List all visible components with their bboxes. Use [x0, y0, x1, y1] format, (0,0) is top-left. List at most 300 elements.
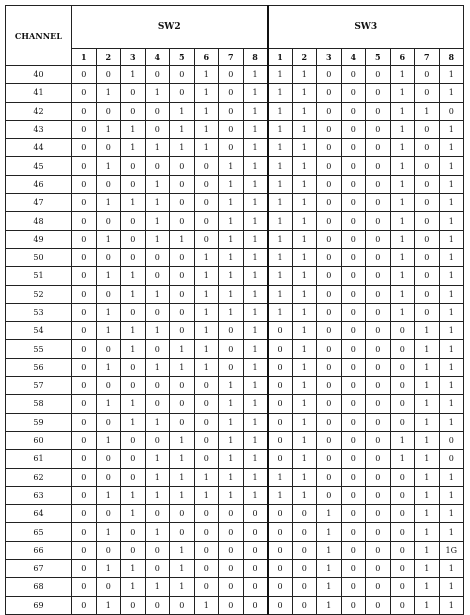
sw2-switch-cell: 0 — [72, 194, 97, 212]
sw2-switch-cell: 1 — [243, 212, 268, 230]
sw2-switch-cell: 1 — [219, 377, 244, 395]
table-row — [6, 395, 464, 413]
sw3-switch-cell: 1 — [415, 541, 440, 559]
sw2-switch-cell: 0 — [96, 212, 121, 230]
table-row — [6, 194, 464, 212]
table-row — [6, 377, 464, 395]
sw2-switch-cell: 0 — [170, 322, 195, 340]
sw2-switch-cell: 0 — [72, 139, 97, 157]
sw2-switch-cell: 0 — [121, 212, 146, 230]
sw3-switch-cell: 0 — [390, 468, 415, 486]
sw3-switch-cell: 0 — [317, 358, 342, 376]
sw3-switch-cell: 0 — [268, 578, 293, 596]
sw2-switch-cell: 1 — [243, 248, 268, 266]
sw3-switch-cell: 0 — [341, 102, 366, 120]
channel-cell: 53 — [6, 303, 72, 321]
sw3-switch-cell: 1 — [268, 303, 293, 321]
sw3-switch-cell: 0 — [341, 66, 366, 84]
sw3-switch-cell: 0 — [390, 523, 415, 541]
sw3-switch-cell: 1 — [292, 248, 317, 266]
channel-cell: 51 — [6, 267, 72, 285]
sw2-switch-number-header: 7 — [219, 49, 244, 66]
sw2-switch-cell: 0 — [145, 248, 170, 266]
sw2-group-header: SW2 — [72, 6, 268, 49]
sw3-switch-cell: 1 — [292, 340, 317, 358]
sw2-switch-cell: 1 — [121, 120, 146, 138]
sw3-switch-cell: 0 — [317, 120, 342, 138]
sw2-switch-cell: 1 — [145, 413, 170, 431]
sw2-switch-cell: 0 — [72, 340, 97, 358]
sw2-switch-cell: 1 — [145, 578, 170, 596]
sw3-switch-cell: 0 — [415, 267, 440, 285]
sw2-switch-cell: 0 — [194, 523, 219, 541]
sw3-switch-cell: 0 — [366, 248, 391, 266]
table-row — [6, 486, 464, 504]
sw3-switch-cell: 0 — [341, 157, 366, 175]
sw3-switch-cell: 0 — [366, 450, 391, 468]
sw3-switch-cell: 0 — [317, 157, 342, 175]
sw3-switch-cell: 0 — [390, 505, 415, 523]
sw3-switch-cell: 1 — [415, 523, 440, 541]
sw3-switch-cell: 1 — [292, 377, 317, 395]
sw3-switch-cell: 1 — [415, 578, 440, 596]
channel-switch-table — [5, 5, 464, 615]
sw3-switch-cell: 0 — [390, 486, 415, 504]
sw3-switch-cell: 1 — [292, 194, 317, 212]
sw3-switch-cell: 0 — [366, 377, 391, 395]
sw2-switch-cell: 1 — [243, 340, 268, 358]
sw3-switch-cell: 0 — [268, 523, 293, 541]
sw3-switch-cell: 0 — [341, 248, 366, 266]
sw2-switch-cell: 1 — [194, 66, 219, 84]
sw2-switch-cell: 0 — [72, 358, 97, 376]
sw3-switch-number-header: 1 — [268, 49, 293, 66]
sw2-switch-cell: 0 — [243, 560, 268, 578]
sw3-switch-cell: 0 — [439, 102, 464, 120]
sw3-switch-cell: 1 — [390, 157, 415, 175]
table-row — [6, 66, 464, 84]
sw3-switch-cell: 1 — [439, 395, 464, 413]
sw2-switch-cell: 0 — [170, 596, 195, 614]
sw2-switch-cell: 0 — [170, 267, 195, 285]
sw3-switch-cell: 0 — [268, 431, 293, 449]
sw3-switch-cell: 1 — [268, 102, 293, 120]
sw2-switch-cell: 1 — [219, 285, 244, 303]
sw2-switch-cell: 1 — [96, 120, 121, 138]
sw3-switch-cell: 1 — [292, 102, 317, 120]
sw3-switch-cell: 1 — [390, 285, 415, 303]
sw2-switch-cell: 1 — [243, 84, 268, 102]
sw2-switch-cell: 1 — [96, 596, 121, 614]
sw3-switch-cell: 1 — [439, 560, 464, 578]
sw3-switch-cell: 1 — [390, 102, 415, 120]
sw3-switch-cell: 0 — [317, 395, 342, 413]
sw2-switch-cell: 0 — [219, 523, 244, 541]
sw3-switch-cell: 0 — [317, 303, 342, 321]
sw2-switch-cell: 1 — [194, 596, 219, 614]
sw3-switch-cell: 1 — [317, 523, 342, 541]
channel-cell: 69 — [6, 596, 72, 614]
sw2-switch-cell: 1 — [121, 578, 146, 596]
sw2-switch-cell: 1 — [194, 120, 219, 138]
sw2-switch-cell: 1 — [170, 578, 195, 596]
sw2-switch-cell: 0 — [170, 505, 195, 523]
sw3-switch-number-header: 5 — [366, 49, 391, 66]
sw2-switch-cell: 0 — [243, 523, 268, 541]
sw2-switch-cell: 1 — [243, 431, 268, 449]
sw2-switch-cell: 1 — [145, 194, 170, 212]
sw2-switch-cell: 0 — [194, 431, 219, 449]
sw2-switch-cell: 0 — [96, 66, 121, 84]
sw2-switch-cell: 1 — [243, 468, 268, 486]
sw2-switch-cell: 1 — [243, 486, 268, 504]
sw2-switch-cell: 0 — [121, 541, 146, 559]
channel-cell: 68 — [6, 578, 72, 596]
sw2-switch-cell: 0 — [96, 175, 121, 193]
sw2-switch-cell: 0 — [96, 578, 121, 596]
sw2-switch-cell: 0 — [194, 157, 219, 175]
sw3-switch-cell: 1 — [415, 102, 440, 120]
sw3-switch-number-header: 6 — [390, 49, 415, 66]
sw2-switch-cell: 1 — [121, 395, 146, 413]
sw2-switch-cell: 0 — [72, 120, 97, 138]
sw2-switch-cell: 1 — [170, 431, 195, 449]
sw2-switch-cell: 0 — [194, 377, 219, 395]
sw2-switch-cell: 0 — [145, 596, 170, 614]
sw3-switch-cell: 0 — [268, 541, 293, 559]
sw2-switch-cell: 0 — [219, 84, 244, 102]
sw2-switch-cell: 0 — [121, 157, 146, 175]
sw2-switch-cell: 1 — [194, 322, 219, 340]
sw2-switch-cell: 1 — [194, 84, 219, 102]
sw2-switch-cell: 1 — [194, 267, 219, 285]
sw2-switch-cell: 0 — [194, 194, 219, 212]
sw2-switch-cell: 0 — [72, 66, 97, 84]
sw2-switch-cell: 1 — [219, 212, 244, 230]
table-row — [6, 139, 464, 157]
sw2-switch-cell: 0 — [170, 248, 195, 266]
sw2-switch-cell: 0 — [72, 596, 97, 614]
sw3-switch-cell: 0 — [341, 523, 366, 541]
sw3-switch-cell: 1 — [268, 84, 293, 102]
sw2-switch-cell: 0 — [72, 413, 97, 431]
sw3-switch-cell: 1 — [415, 395, 440, 413]
sw2-switch-cell: 0 — [219, 139, 244, 157]
sw3-switch-cell: 1 — [292, 450, 317, 468]
sw2-switch-cell: 1 — [219, 248, 244, 266]
sw2-switch-cell: 1 — [170, 450, 195, 468]
sw2-switch-cell: 1 — [121, 322, 146, 340]
sw3-switch-cell: 1 — [415, 596, 440, 614]
sw3-switch-cell: 0 — [341, 212, 366, 230]
table-row — [6, 596, 464, 614]
sw2-switch-cell: 0 — [194, 212, 219, 230]
sw3-switch-cell: 1 — [439, 120, 464, 138]
sw3-switch-cell: 0 — [415, 230, 440, 248]
sw2-switch-cell: 0 — [219, 322, 244, 340]
sw2-switch-cell: 1 — [243, 285, 268, 303]
sw3-switch-cell: 0 — [390, 596, 415, 614]
sw3-switch-cell: 1 — [390, 267, 415, 285]
sw2-switch-cell: 0 — [72, 157, 97, 175]
sw2-switch-cell: 1 — [170, 230, 195, 248]
sw2-switch-cell: 0 — [194, 450, 219, 468]
channel-cell: 47 — [6, 194, 72, 212]
sw3-switch-cell: 0 — [317, 267, 342, 285]
channel-cell: 57 — [6, 377, 72, 395]
sw2-switch-cell: 0 — [145, 560, 170, 578]
sw3-switch-cell: 0 — [366, 157, 391, 175]
sw3-switch-cell: 1 — [390, 431, 415, 449]
sw3-switch-number-header: 7 — [415, 49, 440, 66]
sw3-switch-cell: 0 — [366, 194, 391, 212]
sw2-switch-cell: 0 — [121, 303, 146, 321]
sw2-switch-cell: 1 — [243, 194, 268, 212]
sw3-switch-cell: 1 — [415, 377, 440, 395]
sw2-switch-cell: 0 — [219, 596, 244, 614]
sw2-switch-cell: 0 — [121, 358, 146, 376]
sw2-switch-cell: 0 — [72, 377, 97, 395]
sw2-switch-cell: 0 — [72, 322, 97, 340]
sw3-switch-cell: 1 — [268, 267, 293, 285]
sw2-switch-cell: 1 — [121, 285, 146, 303]
sw2-switch-cell: 0 — [170, 66, 195, 84]
sw3-switch-cell: 0 — [317, 413, 342, 431]
channel-cell: 44 — [6, 139, 72, 157]
table-row — [6, 578, 464, 596]
sw3-switch-cell: 1 — [439, 596, 464, 614]
sw3-switch-cell: 0 — [341, 285, 366, 303]
sw3-switch-cell: 0 — [415, 157, 440, 175]
sw3-switch-cell: 0 — [341, 120, 366, 138]
sw3-switch-cell: 1 — [317, 560, 342, 578]
sw2-switch-cell: 1 — [243, 102, 268, 120]
sw3-switch-cell: 0 — [341, 139, 366, 157]
sw2-switch-cell: 0 — [145, 303, 170, 321]
sw2-switch-cell: 0 — [72, 230, 97, 248]
sw3-switch-cell: 0 — [341, 230, 366, 248]
sw3-switch-cell: 0 — [317, 212, 342, 230]
sw2-switch-cell: 0 — [170, 157, 195, 175]
sw2-switch-cell: 0 — [194, 175, 219, 193]
sw3-switch-cell: 1 — [292, 157, 317, 175]
sw3-switch-cell: 0 — [390, 578, 415, 596]
sw2-switch-number-header: 1 — [72, 49, 97, 66]
sw2-switch-cell: 1 — [145, 84, 170, 102]
sw2-switch-cell: 1 — [219, 175, 244, 193]
sw3-switch-cell: 0 — [341, 84, 366, 102]
sw3-switch-cell: 1 — [439, 486, 464, 504]
sw2-switch-cell: 0 — [121, 248, 146, 266]
sw3-switch-cell: 1 — [317, 541, 342, 559]
sw2-switch-cell: 1 — [145, 285, 170, 303]
sw3-switch-cell: 1 — [292, 139, 317, 157]
sw3-switch-cell: 1 — [439, 157, 464, 175]
sw2-switch-cell: 1 — [219, 395, 244, 413]
sw3-switch-cell: 0 — [317, 248, 342, 266]
channel-cell: 67 — [6, 560, 72, 578]
sw3-switch-cell: 1 — [292, 212, 317, 230]
sw2-switch-cell: 0 — [72, 541, 97, 559]
sw2-switch-cell: 1 — [96, 322, 121, 340]
sw2-switch-cell: 0 — [194, 578, 219, 596]
sw2-switch-cell: 0 — [194, 413, 219, 431]
channel-cell: 63 — [6, 486, 72, 504]
sw3-switch-number-header: 3 — [317, 49, 342, 66]
table-row — [6, 84, 464, 102]
sw3-switch-cell: 0 — [415, 84, 440, 102]
sw3-switch-cell: 1 — [390, 139, 415, 157]
sw2-switch-cell: 1 — [96, 560, 121, 578]
sw2-switch-cell: 1 — [96, 267, 121, 285]
sw2-switch-cell: 1 — [121, 139, 146, 157]
sw3-switch-cell: 1 — [439, 194, 464, 212]
sw2-switch-cell: 1 — [96, 486, 121, 504]
sw3-switch-cell: 0 — [366, 285, 391, 303]
sw3-switch-cell: 1 — [292, 486, 317, 504]
sw3-switch-cell: 1 — [317, 578, 342, 596]
sw3-switch-number-header: 4 — [341, 49, 366, 66]
table-row — [6, 541, 464, 559]
sw2-switch-cell: 1 — [96, 523, 121, 541]
sw3-switch-cell: 1 — [439, 523, 464, 541]
sw3-switch-cell: 1 — [390, 66, 415, 84]
sw3-switch-cell: 0 — [341, 377, 366, 395]
sw3-switch-cell: 0 — [390, 340, 415, 358]
sw2-switch-cell: 1 — [219, 194, 244, 212]
sw2-switch-cell: 1 — [145, 322, 170, 340]
sw2-switch-cell: 0 — [72, 468, 97, 486]
sw2-switch-cell: 1 — [121, 505, 146, 523]
sw3-switch-cell: 1 — [439, 248, 464, 266]
sw2-switch-cell: 0 — [145, 395, 170, 413]
channel-cell: 49 — [6, 230, 72, 248]
sw3-switch-cell: 1 — [439, 212, 464, 230]
sw2-switch-cell: 0 — [121, 102, 146, 120]
table-row — [6, 157, 464, 175]
table-row — [6, 413, 464, 431]
sw2-switch-cell: 1 — [194, 139, 219, 157]
sw2-switch-cell: 0 — [72, 285, 97, 303]
sw3-switch-cell: 1 — [390, 120, 415, 138]
sw2-switch-cell: 1 — [219, 413, 244, 431]
channel-cell: 65 — [6, 523, 72, 541]
sw2-switch-cell: 0 — [96, 248, 121, 266]
channel-cell: 62 — [6, 468, 72, 486]
sw2-switch-cell: 0 — [219, 358, 244, 376]
channel-cell: 45 — [6, 157, 72, 175]
sw2-switch-cell: 0 — [72, 248, 97, 266]
sw2-switch-cell: 0 — [121, 523, 146, 541]
sw2-switch-cell: 0 — [219, 560, 244, 578]
sw3-switch-cell: 0 — [366, 395, 391, 413]
sw2-switch-cell: 1 — [243, 395, 268, 413]
sw3-switch-cell: 1 — [415, 505, 440, 523]
sw2-switch-cell: 1 — [219, 157, 244, 175]
sw2-switch-cell: 0 — [145, 541, 170, 559]
sw3-switch-cell: 1 — [390, 212, 415, 230]
sw3-switch-cell: 0 — [366, 230, 391, 248]
sw2-switch-cell: 1 — [170, 340, 195, 358]
sw2-switch-cell: 1 — [194, 340, 219, 358]
channel-switch-table-page — [5, 5, 463, 610]
sw2-switch-cell: 1 — [219, 486, 244, 504]
sw3-switch-cell: 0 — [366, 175, 391, 193]
sw2-switch-cell: 1 — [219, 267, 244, 285]
sw2-switch-cell: 0 — [145, 377, 170, 395]
sw2-switch-cell: 1 — [170, 486, 195, 504]
sw2-switch-cell: 0 — [194, 230, 219, 248]
sw3-switch-cell: 0 — [366, 505, 391, 523]
sw3-switch-cell: 0 — [292, 596, 317, 614]
sw2-switch-cell: 0 — [72, 505, 97, 523]
sw2-switch-cell: 0 — [72, 175, 97, 193]
sw2-switch-cell: 0 — [121, 377, 146, 395]
sw3-switch-cell: 0 — [415, 212, 440, 230]
sw3-switch-cell: 1 — [268, 157, 293, 175]
channel-cell: 50 — [6, 248, 72, 266]
sw3-switch-cell: 1 — [439, 139, 464, 157]
sw3-switch-cell: 0 — [390, 541, 415, 559]
sw3-switch-cell: 0 — [415, 120, 440, 138]
sw2-switch-cell: 1 — [145, 212, 170, 230]
sw2-switch-cell: 0 — [72, 450, 97, 468]
sw3-switch-cell: 1 — [390, 194, 415, 212]
sw3-switch-cell: 1 — [390, 450, 415, 468]
sw2-switch-cell: 0 — [145, 340, 170, 358]
sw3-switch-cell: 0 — [268, 450, 293, 468]
sw2-switch-cell: 0 — [145, 431, 170, 449]
sw2-switch-cell: 0 — [170, 84, 195, 102]
sw3-switch-cell: 0 — [341, 578, 366, 596]
sw3-switch-cell: 1 — [439, 505, 464, 523]
sw2-switch-cell: 1 — [194, 486, 219, 504]
sw3-switch-cell: 0 — [415, 248, 440, 266]
sw3-switch-cell: 1 — [268, 194, 293, 212]
channel-cell: 41 — [6, 84, 72, 102]
sw3-switch-cell: 0 — [341, 395, 366, 413]
sw3-switch-cell: 1 — [268, 139, 293, 157]
sw3-switch-cell: 0 — [268, 322, 293, 340]
sw2-switch-cell: 1 — [243, 139, 268, 157]
group-header-row — [6, 6, 464, 49]
sw3-switch-cell: 0 — [390, 377, 415, 395]
sw2-switch-cell: 1 — [219, 230, 244, 248]
sw3-switch-cell: 1 — [439, 267, 464, 285]
table-row — [6, 450, 464, 468]
sw3-switch-number-header: 2 — [292, 49, 317, 66]
sw3-switch-cell: 0 — [292, 523, 317, 541]
sw3-switch-cell: 1 — [292, 285, 317, 303]
sw2-switch-cell: 0 — [72, 212, 97, 230]
sw3-switch-cell: 1 — [415, 340, 440, 358]
sw3-switch-cell: 1 — [390, 84, 415, 102]
sw2-switch-cell: 1 — [170, 139, 195, 157]
channel-cell: 48 — [6, 212, 72, 230]
channel-cell: 52 — [6, 285, 72, 303]
sw3-switch-cell: 0 — [341, 431, 366, 449]
sw2-switch-cell: 0 — [170, 285, 195, 303]
sw2-switch-cell: 0 — [72, 560, 97, 578]
sw3-switch-cell: 0 — [366, 303, 391, 321]
sw3-switch-cell: 0 — [366, 322, 391, 340]
sw3-switch-cell: 1 — [268, 285, 293, 303]
channel-cell: 55 — [6, 340, 72, 358]
sw2-switch-cell: 0 — [96, 139, 121, 157]
table-row — [6, 267, 464, 285]
sw2-switch-cell: 0 — [219, 541, 244, 559]
sw2-switch-cell: 0 — [145, 66, 170, 84]
